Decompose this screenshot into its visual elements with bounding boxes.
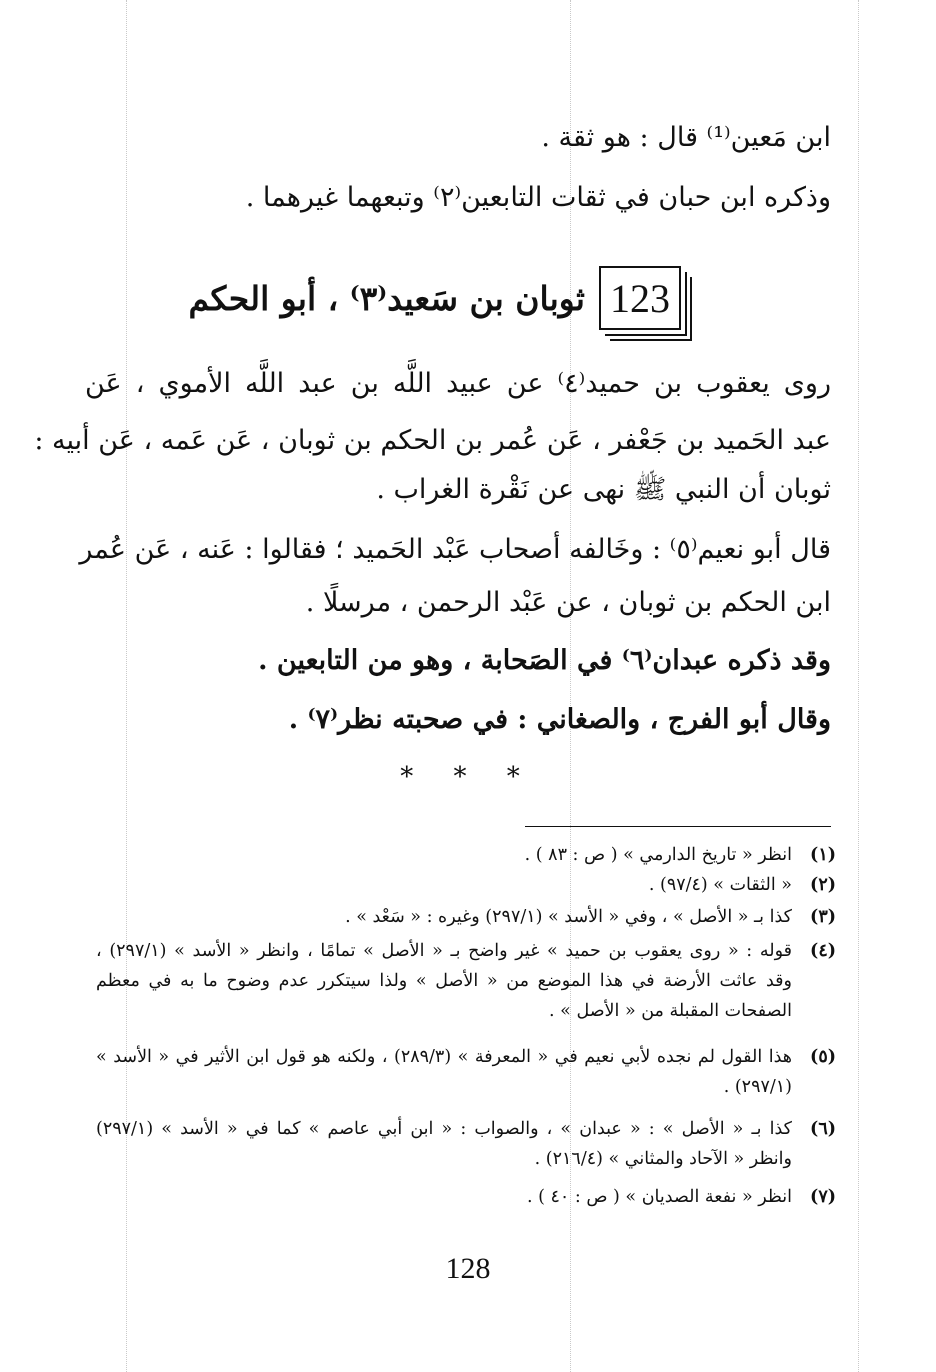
footnote-number: (٧) bbox=[810, 1187, 836, 1207]
footnote-text: (٢٩٧/١) . bbox=[723, 1077, 792, 1097]
footnote-text: كذا بـ « الأصل » : « عبدان » ، والصواب : « ابن أبي عاصم » كما في « الأسد » (٢٩٧/١) bbox=[96, 1119, 792, 1139]
footnote-text: الصفحات المقبلة من « الأصل » . bbox=[549, 1001, 792, 1021]
footnote-text: كذا بـ « الأصل » ، وفي « الأسد » (٢٩٧/١) وغيره : « سَعْد » . bbox=[345, 907, 792, 927]
footnote-text: انظر « نفعة الصديان » ( ص : ٤٠ ) . bbox=[526, 1187, 792, 1207]
paragraph-1-line-1: روى يعقوب بن حميد⁽٤⁾ عن عبيد اللَّه بن عبد اللَّه الأموي ، عَن bbox=[85, 368, 831, 399]
scan-guide-line bbox=[858, 0, 859, 1372]
footnote-divider bbox=[525, 826, 831, 827]
footnote-3 bbox=[96, 902, 836, 932]
footnote-text: انظر « تاريخ الدارمي » ( ص : ٨٣ ) . bbox=[524, 845, 792, 865]
intro-line-1: ابن مَعين⁽¹⁾ قال : هو ثقة . bbox=[541, 122, 831, 153]
footnote-5 bbox=[96, 1042, 836, 1102]
footnote-6 bbox=[96, 1114, 836, 1174]
footnote-4 bbox=[96, 936, 836, 1026]
footnote-number: (٣) bbox=[810, 907, 836, 927]
footnote-number: (٦) bbox=[810, 1119, 836, 1139]
paragraph-3: وقد ذكره عبدان⁽٦⁾ في الصَحابة ، وهو من التابعين . bbox=[258, 645, 831, 676]
footnote-text: هذا القول لم نجده لأبي نعيم في « المعرفة » (٢٨٩/٣) ، ولكنه هو قول ابن الأثير في « الأسد » bbox=[96, 1047, 792, 1067]
intro-line-2: وذكره ابن حبان في ثقات التابعين⁽٢⁾ وتبعهما غيرهما . bbox=[245, 182, 831, 213]
footnote-number: (١) bbox=[810, 845, 836, 865]
section-separator: * * * bbox=[400, 762, 536, 792]
page-number: 128 bbox=[445, 1252, 491, 1285]
footnote-text: قوله : « روى يعقوب بن حميد » غير واضح بـ « الأصل » تمامًا ، وانظر « الأسد » (٢٩٧/١) ، bbox=[96, 941, 792, 961]
paragraph-4: وقال أبو الفرج ، والصغاني : في صحبته نظر⁽٧⁾ . bbox=[288, 704, 831, 735]
entry-number-badge: 123 bbox=[599, 266, 681, 330]
footnote-7 bbox=[96, 1182, 836, 1212]
footnote-2 bbox=[96, 870, 836, 900]
footnote-text: وقد عاثت الأرضة في هذا الموضع من « الأصل » ولذا سيتكرر عدم وضوح ما به في معظم bbox=[96, 971, 792, 991]
footnote-text: « الثقات » (٩٧/٤) . bbox=[648, 875, 792, 895]
footnote-number: (٢) bbox=[810, 875, 836, 895]
paragraph-1-line-3: ثوبان أن النبي ﷺ نهى عن نَقْرة الغراب . bbox=[376, 474, 831, 505]
footnote-1 bbox=[96, 840, 836, 870]
footnote-number: (٤) bbox=[810, 941, 836, 961]
footnote-number: (٥) bbox=[810, 1047, 836, 1067]
entry-header bbox=[189, 263, 681, 333]
footnote-text: وانظر « الآحاد والمثاني » (٢١٦/٤) . bbox=[534, 1149, 792, 1169]
entry-title: ثوبان بن سَعيد⁽٣⁾ ، أبو الحكم bbox=[188, 278, 585, 318]
paragraph-2-line-2: ابن الحكم بن ثوبان ، عن عَبْد الرحمن ، مرسلًا . bbox=[305, 587, 831, 618]
paragraph-2-line-1: قال أبو نعيم⁽٥⁾ : وخَالفه أصحاب عَبْد الحَميد ؛ فقالوا : عَنه ، عَن عُمر bbox=[79, 534, 831, 565]
paragraph-1-line-2: عبد الحَميد بن جَعْفر ، عَن عُمر بن الحكم بن ثوبان ، عَن عَمه ، عَن أبيه : bbox=[34, 425, 831, 456]
